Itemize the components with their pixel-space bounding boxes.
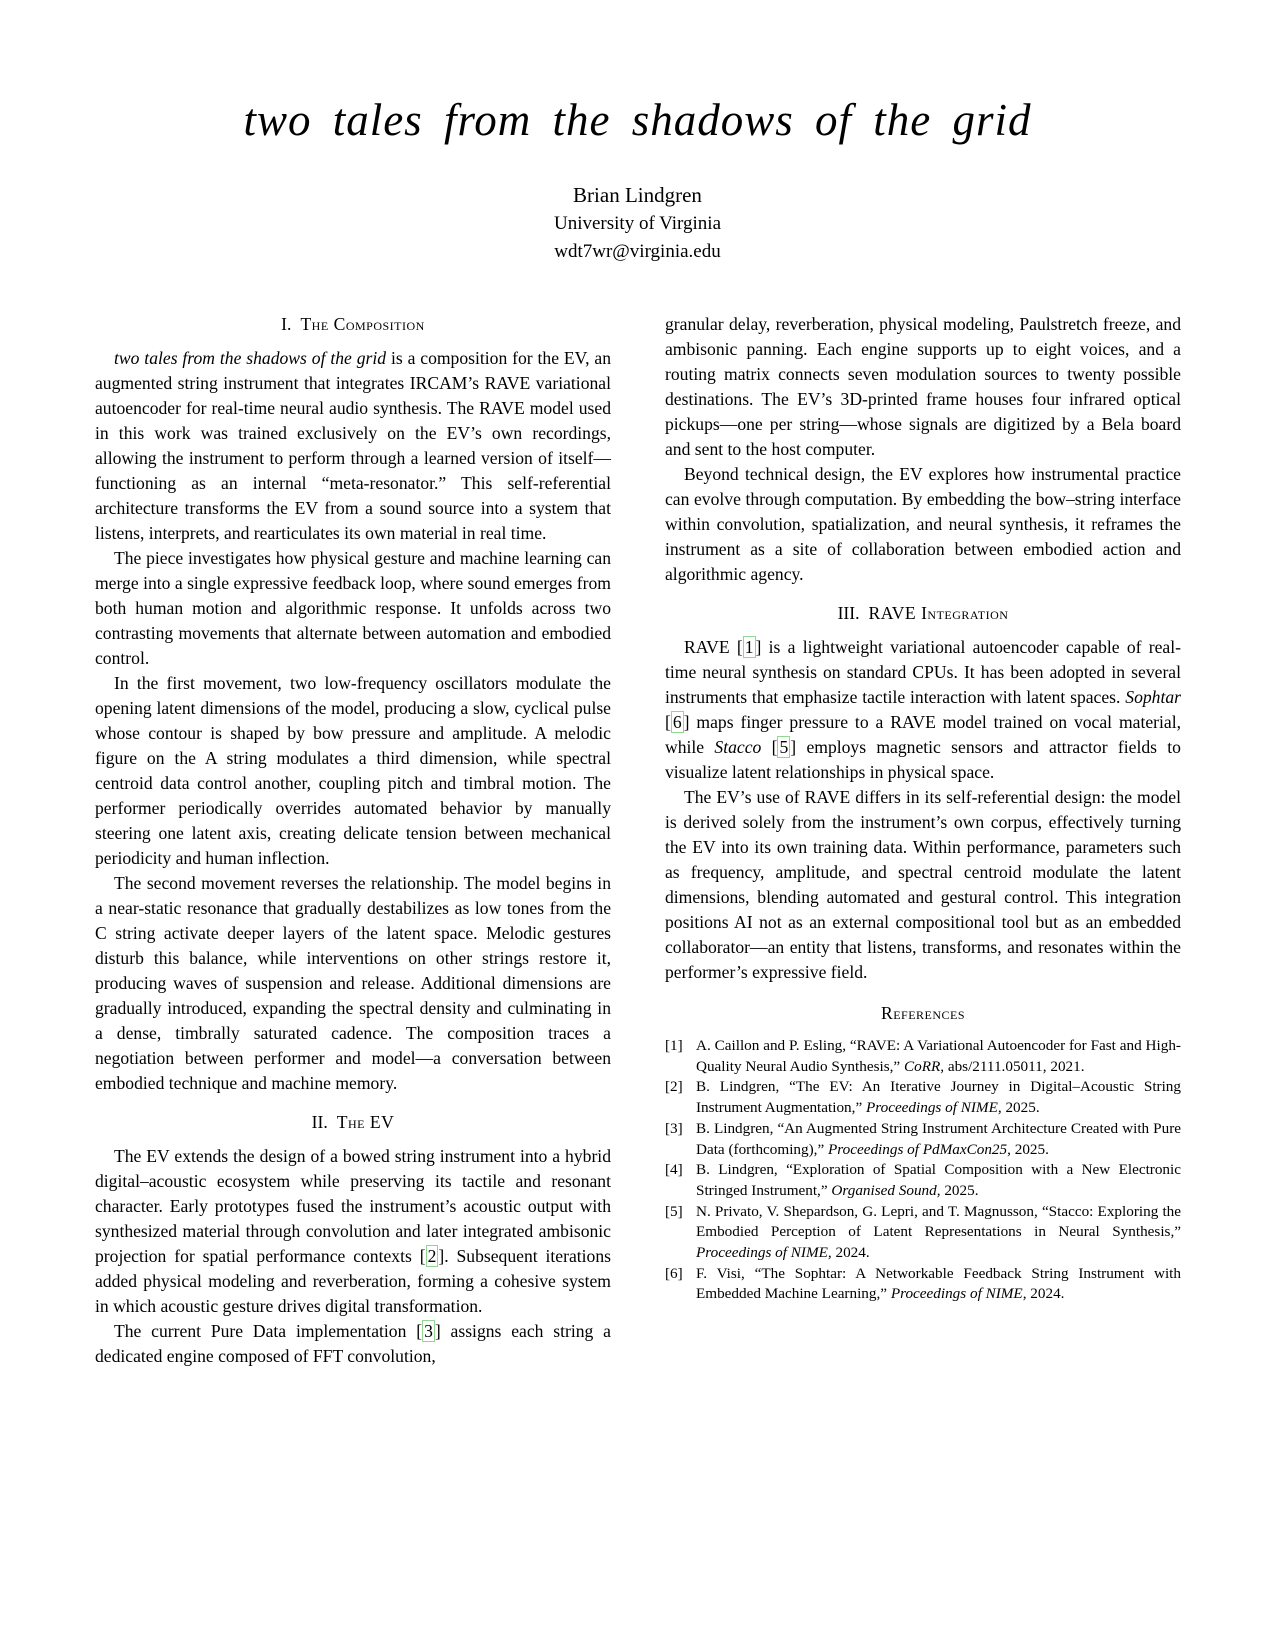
paragraph bbox=[665, 785, 1181, 985]
reference-label: [1] bbox=[665, 1037, 683, 1054]
italic-text: two tales from the shadows of the grid bbox=[114, 348, 387, 368]
reference-label: [3] bbox=[665, 1119, 683, 1137]
text-run: , abs/2111.05011, 2021. bbox=[940, 1057, 1085, 1075]
column-right bbox=[665, 312, 1181, 1369]
italic-text: Organised Sound bbox=[831, 1181, 937, 1199]
text-run: N. Privato, V. Shepardson, G. Lepri, and T. Magnusson, “Stacco: Exploring the Embodied Perception of Latent Representations in Neural Synthesis,” bbox=[696, 1202, 1181, 1241]
section-title: The EV bbox=[336, 1112, 395, 1132]
text-run: , 2024. bbox=[827, 1244, 870, 1262]
text-run: The piece investigates how physical gesture and machine learning can merge into a single expressive feedback loop, where sound emerges from both human motion and algorithmic response. It unfolds across two contrasting movements that alternate between automation and embodied control. bbox=[95, 548, 611, 668]
section-title: The Composition bbox=[300, 314, 425, 334]
text-run: maps finger pressure to a RAVE model trained on vocal material, while bbox=[665, 712, 1181, 757]
reference-item bbox=[665, 1202, 1181, 1264]
paragraph bbox=[95, 346, 611, 546]
reference-item bbox=[665, 1036, 1181, 1077]
text-run: The second movement reverses the relationship. The model begins in a near-static resonance that gradually destabilizes as low tones from the C string activate deeper layers of the latent space. Melodic gestures disturb this balance, while interventions on other strings restore it, producing waves of suspension and release. Additional dimensions are gradually introduced, expanding the spectral density and culminating in a dense, timbrally saturated cadence. The composition traces a negotiation between performer and model—a conversation between embodied technique and machine memory. bbox=[95, 873, 611, 1093]
paragraph bbox=[95, 1319, 611, 1369]
text-run: B. Lindgren, “The EV: An Iterative Journey in Digital–Acoustic String Instrument Augmentation,” bbox=[696, 1078, 1181, 1117]
italic-text: Sophtar bbox=[1125, 687, 1181, 707]
text-run: B. Lindgren, “Exploration of Spatial Composition with a New Electronic Stringed Instrument,” bbox=[696, 1161, 1181, 1199]
text-run: In the first movement, two low-frequency oscillators modulate the opening latent dimensions of the model, producing a slow, cyclical pulse whose contour is shaped by bow pressure and amplitude. A melodic figure on the A string modulates a third dimension, while spectral centroid data control another, coupling pitch and timbral motion. The performer periodically overrides automated behavior by manually steering one latent axis, creating delicate tension between mechanical periodicity and human inflection. bbox=[95, 673, 611, 868]
citation-number[interactable]: 6 bbox=[672, 712, 682, 732]
citation-link[interactable]: [ 2 ] bbox=[419, 1246, 445, 1266]
text-run: , 2025. bbox=[936, 1181, 979, 1199]
text-run: granular delay, reverberation, physical modeling, Paulstretch freeze, and ambisonic panning. Each engine supports up to eight voices, and a routing matrix connects seven modulation sources to twenty possible destinations. The EV’s 3D-printed frame houses four infrared optical pickups—one per string—whose signals are digitized by a Bela board and sent to the host computer. bbox=[665, 314, 1181, 459]
paragraph bbox=[665, 635, 1181, 785]
paragraph bbox=[665, 462, 1181, 587]
section-number: II. bbox=[311, 1112, 328, 1132]
paragraph bbox=[665, 312, 1181, 462]
text-run: RAVE bbox=[684, 637, 737, 657]
text-run: The current Pure Data implementation bbox=[114, 1321, 417, 1341]
text-run: is a composition for the EV, an augmented string instrument that integrates IRCAM’s RAVE variational autoencoder for real-time neural audio synthesis. The RAVE model used in this work was trained exclusively on the EV’s own recordings, allowing the instrument to perform through a learned version of itself—functioning as an internal “meta-resonator.” This self-referential architecture transforms the EV from a sound source into a system that listens, interprets, and rearticulates its own material in real time. bbox=[95, 348, 611, 543]
section-number: I. bbox=[281, 314, 292, 334]
reference-label: [6] bbox=[665, 1264, 683, 1282]
italic-text: CoRR bbox=[903, 1057, 941, 1075]
text-run: , 2025. bbox=[997, 1099, 1040, 1117]
reference-label: [2] bbox=[665, 1078, 683, 1096]
author-affiliation: University of Virginia bbox=[553, 213, 722, 234]
italic-text: Proceedings of NIME bbox=[890, 1285, 1023, 1303]
column-left bbox=[95, 312, 611, 1369]
reference-list bbox=[665, 1036, 1181, 1305]
paragraph bbox=[95, 1144, 611, 1319]
author-email: wdt7wr@virginia.edu bbox=[554, 241, 721, 262]
citation-number[interactable]: 2 bbox=[427, 1246, 437, 1266]
text-run: . Subsequent iterations added physical modeling and reverberation, forming a cohesive system in which acoustic gesture drives digital transformation. bbox=[95, 1246, 611, 1316]
text-run: assigns each string a dedicated engine composed of FFT convolution, bbox=[95, 1321, 611, 1366]
reference-item bbox=[665, 1264, 1181, 1305]
paper-title: two tales from the shadows of the grid bbox=[243, 95, 1032, 145]
citation-link[interactable]: [ 1 ] bbox=[736, 637, 762, 657]
text-run: employs magnetic sensors and attractor fields to visualize latent relationships in physical space. bbox=[665, 737, 1181, 782]
italic-text: Proceedings of NIME bbox=[696, 1244, 828, 1262]
paragraph bbox=[95, 871, 611, 1096]
italic-text: Proceedings of NIME bbox=[865, 1099, 998, 1117]
text-run: A. Caillon and P. Esling, “RAVE: A Variational Autoencoder for Fast and High-Quality Neural Audio Synthesis,” bbox=[696, 1037, 1181, 1075]
text-run: , 2025. bbox=[1007, 1140, 1049, 1158]
citation-number[interactable]: 5 bbox=[779, 737, 789, 757]
text-run: , 2024. bbox=[1022, 1285, 1065, 1303]
text-run: The EV extends the design of a bowed string instrument into a hybrid digital–acoustic ecosystem while preserving its tactile and resonant character. Early prototypes fused the instrument’s acoustic output with synthesized material through convolution and later integrated ambisonic projection for spatial performance contexts bbox=[95, 1146, 611, 1266]
text-run: Beyond technical design, the EV explores how instrumental practice can evolve through computation. By embedding the bow–string interface within convolution, spatialization, and neural synthesis, it reframes the instrument as a site of collaboration between embodied action and algorithmic agency. bbox=[665, 464, 1181, 584]
text-run bbox=[761, 737, 771, 757]
citation-number[interactable]: 1 bbox=[744, 637, 754, 657]
citation-number[interactable]: 3 bbox=[424, 1321, 433, 1341]
citation-link[interactable]: [ 3 ] bbox=[416, 1321, 441, 1341]
section-heading bbox=[95, 1110, 611, 1135]
references-heading bbox=[665, 1001, 1181, 1026]
reference-label: [5] bbox=[665, 1202, 683, 1220]
citation-link[interactable]: [ 6 ] bbox=[665, 712, 690, 732]
reference-item bbox=[665, 1119, 1181, 1160]
section-number: III. bbox=[837, 603, 860, 623]
italic-text: Proceedings of PdMaxCon25 bbox=[828, 1140, 1008, 1158]
paragraph bbox=[95, 671, 611, 871]
text-run: F. Visi, “The Sophtar: A Networkable Feedback String Instrument with Embedded Machine Learning,” bbox=[696, 1264, 1181, 1303]
text-run: is a lightweight variational autoencoder capable of real-time neural synthesis on standard CPUs. It has been adopted in several instruments that emphasize tactile interaction with latent spaces. bbox=[665, 637, 1181, 707]
author-name: Brian Lindgren bbox=[573, 183, 702, 207]
section-title: RAVE Integration bbox=[868, 603, 1009, 623]
section-heading bbox=[95, 312, 611, 337]
title-block bbox=[0, 94, 1275, 266]
reference-label: [4] bbox=[665, 1161, 683, 1179]
two-column-body bbox=[95, 312, 1181, 1369]
reference-item bbox=[665, 1160, 1181, 1201]
text-run: B. Lindgren, “An Augmented String Instrument Architecture Created with Pure Data (forthcoming),” bbox=[696, 1119, 1181, 1158]
citation-link[interactable]: [ 5 ] bbox=[771, 737, 797, 757]
section-title: References bbox=[880, 1003, 966, 1023]
text-run: The EV’s use of RAVE differs in its self-referential design: the model is derived solely from the instrument’s own corpus, effectively turning the EV into its own training data. Within performance, parameters such as frequency, amplitude, and spectral centroid modulate the latent dimensions, blending automated and gestural control. This integration positions AI not as an external compositional tool but as an embedded collaborator—an entity that listens, transforms, and resonates within the performer’s expressive field. bbox=[665, 787, 1181, 982]
paragraph bbox=[95, 546, 611, 671]
italic-text: Stacco bbox=[714, 737, 762, 757]
reference-item bbox=[665, 1077, 1181, 1118]
section-heading bbox=[665, 601, 1181, 626]
